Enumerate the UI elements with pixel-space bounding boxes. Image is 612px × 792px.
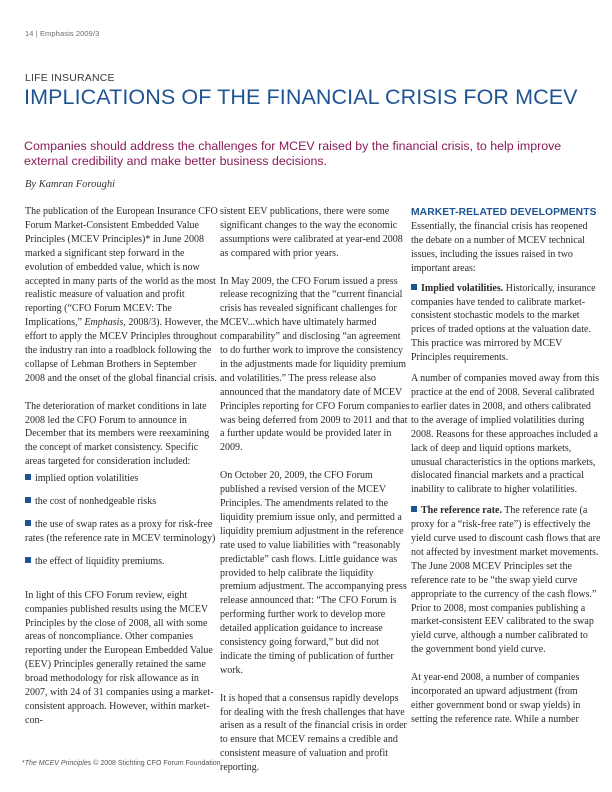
bullet-text: Historically, insurance companies have tended to calibrate market-consistent stochastic models to the market prices of traded options at the valuation date. This practice was mirrored by MCEV Principles requirements. [411,282,596,364]
bullet-text: The reference rate (a proxy for a “risk-free rate”) is effectively the yield curve used to discount cash flows that are not affected by investment market movements. The June 2008 MCEV Principles set the reference rate to be “the swap yield curve appropriate to the currency of the cash flows.” Prior to 2008, most companies publishing a market-consistent EEV calibrated to the swap yield curve, although a number calibrated to the government bond yield curve. [411,505,601,656]
emphasis-citation: Emphasis, [84,317,126,329]
paragraph-text: 2008/3). However, the effort to apply the MCEV Principles throughout the industry ran into a roadblock following the collapse of Lehman Brothers in September 2008 and the onset of the global financial crisis. [25,317,218,384]
square-bullet-icon [25,474,31,480]
bullet-item [25,472,218,486]
square-bullet-icon [25,557,31,563]
footnote [22,760,221,767]
bullet-item [25,518,218,546]
bullet-paragraph [411,504,601,657]
paragraph: Essentially, the financial crisis has reopened the debate on a number of MCEV technical issues, including the issues raised in two important areas: [411,221,588,274]
paragraph: It is hoped that a consensus rapidly develops for dealing with the fresh challenges that have arisen as a result of the financial crisis in order to ensure that MCEV remains a credible and consistent measure of valuation and profit reporting. [220,692,407,774]
bullet-text: the effect of liquidity premiums. [35,555,165,567]
paragraph: sistent EEV publications, there were some significant changes to the way the economic assumptions were calibrated at year-end 2008 as compared with prior years. [220,206,403,259]
paragraph: In May 2009, the CFO Forum issued a press release recognizing that the “current financial crisis has revealed significant challenges for MCEV...which have ultimately harmed comparability” and disclosing “an agreement to do further work to improve the consistency in the adjustments made for liquidity premium and volatilities.” The press release also announced that the mandatory date of MCEV Principles reporting for CFO Forum companies was being deferred from 2009 to 2011 and that a further update would be provided later in 2009. [220,275,410,454]
section-label: LIFE INSURANCE [25,72,115,84]
article-deck: Companies should address the challenges for MCEV raised by the financial crisis, to help improve external credibility and make better business decisions. [24,139,562,168]
section-subhead: MARKET-RELATED DEVELOPMENTS [411,207,597,218]
footnote-text: © 2008 Stichting CFO Forum Foundation [91,760,221,767]
running-header: 14 | Emphasis 2009/3 [25,29,100,38]
bullet-item [25,495,218,509]
footnote-marker: * [22,760,25,767]
column-2 [220,205,410,789]
bullet-lead: The reference rate. [421,505,502,517]
square-bullet-icon [411,284,417,290]
bullet-text: implied option volatilities [35,473,139,485]
column-3 [411,205,601,741]
bullet-text: the use of swap rates as a proxy for risk-free rates (the reference rate in MCEV terminology) [25,519,216,544]
square-bullet-icon [25,520,31,526]
paragraph: On October 20, 2009, the CFO Forum published a revised version of the MCEV Principles. The amendments related to the liquidity premium issue only, and permitted a liquidity premium adjustment in the reference rate used to value liabilities with “reasonably predictable” cash flows. Little guidance was provided to help calibrate the liquidity premium adjustment. The accompanying press release announced that: “The CFO Forum is performing further work to develop more detailed application guidance to increase consistency going forward,” but did not indicate the timing of publication of further work. [220,470,407,676]
bullet-text: the cost of nonhedgeable risks [35,496,157,508]
square-bullet-icon [25,497,31,503]
article-title: IMPLICATIONS OF THE FINANCIAL CRISIS FOR MCEV [24,85,578,109]
footnote-title: The MCEV Principles [24,760,92,767]
bullet-lead: Implied volatilities. [421,282,504,294]
paragraph: A number of companies moved away from this practice at the end of 2008. Several calibrated to earlier dates in 2008, and others calibrated to the average of implied volatilities during 2008. Reasons for these approaches included a lack of deep and liquid options markets, unusual characteristics in the options markets, dislocated financial markets and a practical inability to calibrate to higher volatilities. [411,373,600,496]
paragraph [25,205,218,386]
paragraph: The deterioration of market conditions in late 2008 led the CFO Forum to announce in December that its members were reexamining the concept of market consistency. Specific areas targeted for consideration included: [25,400,210,468]
bullet-item [25,555,218,569]
paragraph-text: The publication of the European Insurance CFO Forum Market-Consistent Embedded Value Principles (MCEV Principles)* in June 2008 marked a significant step forward in the evolution of embedded value, which is now accepted in many parts of the world as the most realistic measure of valuation and profit reporting (“CFO Forum MCEV: The Implications,” [25,206,218,329]
bullet-paragraph [411,282,601,365]
square-bullet-icon [411,506,417,512]
paragraph: In light of this CFO Forum review, eight companies published results using the MCEV Principles by the close of 2008, all with some areas of noncompliance. Other companies reporting under the European Embedded Value (EEV) Principles generally retained the same broad methodology for risk allowance as in 2007, with 24 of 31 companies using a market-consistent approach. However, within market-con- [25,589,214,726]
paragraph: At year-end 2008, a number of companies incorporated an upward adjustment (from either government bond or swap yields) in setting the reference rate. While a number [411,672,581,725]
byline: By Kamran Foroughi [25,179,116,190]
column-1 [25,205,218,742]
